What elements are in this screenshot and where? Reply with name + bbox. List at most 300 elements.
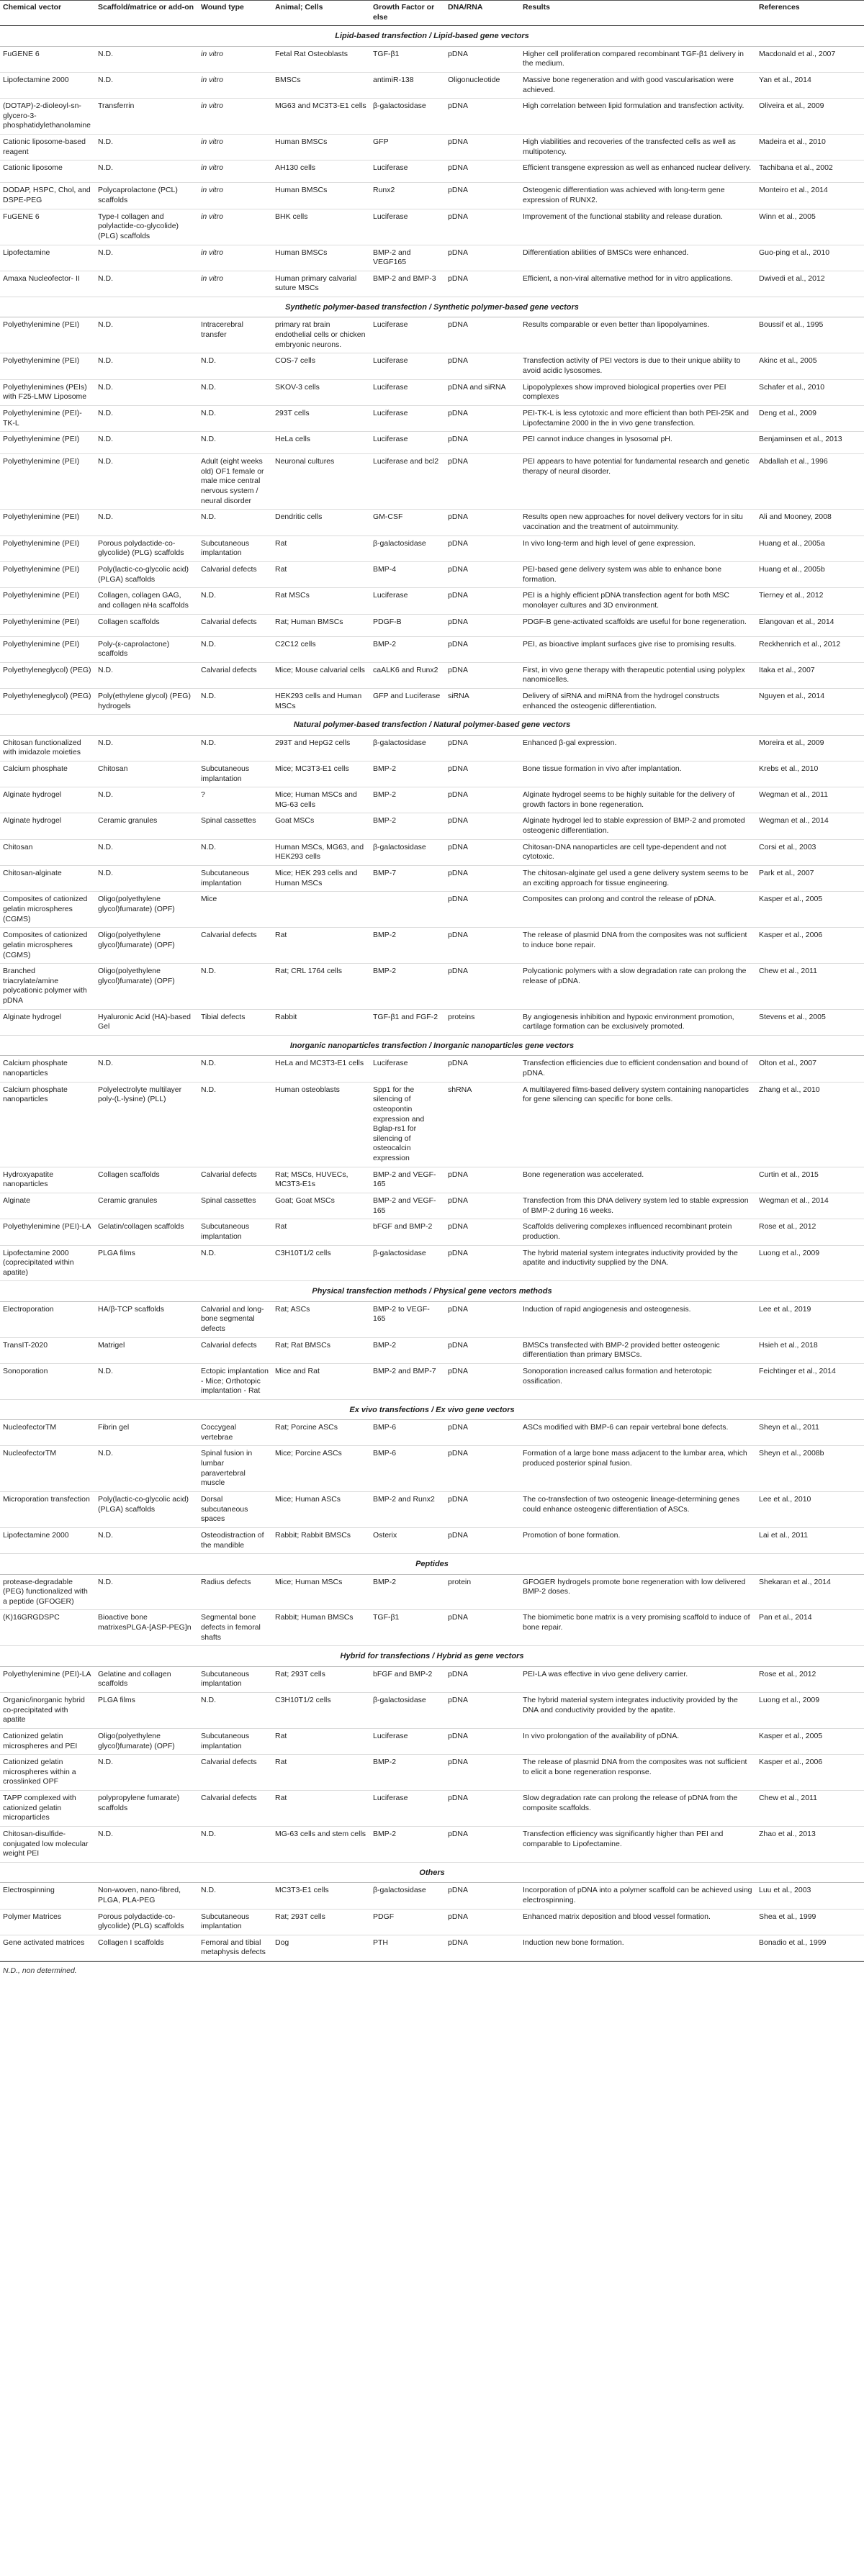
table-cell: PLGA films [95, 1692, 198, 1728]
table-cell: pDNA [445, 761, 520, 787]
table-cell: Rat; Porcine ASCs [272, 1420, 370, 1446]
table-cell: PEI, as bioactive implant surfaces give rise to promising results. [520, 636, 756, 662]
table-cell: Bioactive bone matrixesPLGA-[ASP-PEG]n [95, 1610, 198, 1646]
table-cell: Type-I collagen and polylactide-co-glycolide) (PLG) scaffolds [95, 209, 198, 245]
table-cell: Hydroxyapatite nanoparticles [0, 1167, 95, 1193]
section-header-row [0, 1036, 864, 1056]
table-cell: pDNA [445, 1527, 520, 1553]
section-header-row [0, 1554, 864, 1574]
column-header: Animal; Cells [272, 1, 370, 26]
table-cell: Ali and Mooney, 2008 [756, 510, 864, 535]
table-cell: N.D. [95, 787, 198, 813]
table-cell: Calcium phosphate nanoparticles [0, 1082, 95, 1167]
table-cell: N.D. [95, 245, 198, 271]
table-cell: protein [445, 1574, 520, 1610]
table-cell: Oligo(polyethylene glycol)fumarate) (OPF) [95, 928, 198, 964]
table-cell: Segmental bone defects in femoral shafts [198, 1610, 272, 1646]
table-cell: Stevens et al., 2005 [756, 1009, 864, 1035]
column-header: Scaffold/matrice or add-on [95, 1, 198, 26]
table-cell: β-galactosidase [370, 1245, 445, 1281]
table-cell: Polyelectrolyte multilayer poly-(L-lysine) (PLL) [95, 1082, 198, 1167]
table-cell: Formation of a large bone mass adjacent to the lumbar area, which produced posterior spinal fusion. [520, 1446, 756, 1492]
section-title: Others [0, 1862, 864, 1882]
table-cell: Runx2 [370, 183, 445, 209]
table-cell: Efficient transgene expression as well as enhanced nuclear delivery. [520, 161, 756, 183]
table-cell: pDNA [445, 183, 520, 209]
table-cell: Mice and Rat [272, 1363, 370, 1399]
table-cell: N.D. [198, 353, 272, 379]
table-cell: Slow degradation rate can prolong the release of pDNA from the composite scaffolds. [520, 1791, 756, 1827]
table-row [0, 866, 864, 892]
table-cell: N.D. [95, 135, 198, 161]
table-cell: TAPP complexed with cationized gelatin microparticles [0, 1791, 95, 1827]
table-cell: Bone regeneration was accelerated. [520, 1167, 756, 1193]
table-cell: Benjaminsen et al., 2013 [756, 432, 864, 454]
table-cell: (K)16GRGDSPC [0, 1610, 95, 1646]
table-cell: C3H10T1/2 cells [272, 1245, 370, 1281]
table-cell: Alginate hydrogel [0, 813, 95, 839]
table-cell: in vitro [198, 183, 272, 209]
table-row [0, 761, 864, 787]
table-cell: BMP-6 [370, 1446, 445, 1492]
table-cell: Luong et al., 2009 [756, 1245, 864, 1281]
table-cell: AH130 cells [272, 161, 370, 183]
table-cell: Wegman et al., 2014 [756, 813, 864, 839]
section-title: Synthetic polymer-based transfection / Synthetic polymer-based gene vectors [0, 297, 864, 317]
table-cell: Corsi et al., 2003 [756, 839, 864, 865]
table-row [0, 510, 864, 535]
table-row [0, 1337, 864, 1363]
table-cell: Results comparable or even better than lipopolyamines. [520, 317, 756, 353]
table-cell: Elangovan et al., 2014 [756, 614, 864, 636]
table-cell: siRNA [445, 689, 520, 715]
table-cell: Luciferase [370, 379, 445, 405]
table-cell: Alginate hydrogel led to stable expression of BMP-2 and promoted osteogenic differentiation. [520, 813, 756, 839]
table-cell: Luciferase [370, 1056, 445, 1082]
table-cell: The release of plasmid DNA from the composites was not sufficient to induce bone repair. [520, 928, 756, 964]
table-cell: pDNA [445, 454, 520, 510]
table-cell: N.D. [198, 964, 272, 1010]
table-cell: PTH [370, 1935, 445, 1961]
table-cell: Zhao et al., 2013 [756, 1827, 864, 1863]
table-cell: 293T and HepG2 cells [272, 735, 370, 761]
table-cell: Polyethylenimine (PEI) [0, 561, 95, 587]
table-cell: Human BMSCs [272, 183, 370, 209]
table-cell: Schafer et al., 2010 [756, 379, 864, 405]
table-cell: Porous polydactide-co-glycolide) (PLG) scaffolds [95, 1909, 198, 1935]
table-row [0, 432, 864, 454]
table-cell: pDNA [445, 735, 520, 761]
table-cell: Adult (eight weeks old) OF1 female or male mice central nervous system / neural disorder [198, 454, 272, 510]
table-cell: PEI cannot induce changes in lysosomal pH. [520, 432, 756, 454]
table-cell: N.D. [95, 72, 198, 98]
table-cell: Calvarial defects [198, 1791, 272, 1827]
table-cell: Transfection efficiency was significantly higher than PEI and comparable to Lipofectamine. [520, 1827, 756, 1863]
table-cell: BMP-2 to VEGF-165 [370, 1301, 445, 1337]
table-cell: Polyethylenimine (PEI) [0, 614, 95, 636]
table-cell: Organic/inorganic hybrid co-precipitated with apatite [0, 1692, 95, 1728]
table-cell: BMP-2 and BMP-7 [370, 1363, 445, 1399]
table-cell: Luciferase [370, 317, 445, 353]
table-cell: Tibial defects [198, 1009, 272, 1035]
table-cell: N.D. [95, 161, 198, 183]
table-cell: Huang et al., 2005b [756, 561, 864, 587]
table-cell: PLGA films [95, 1245, 198, 1281]
table-cell: Abdallah et al., 1996 [756, 454, 864, 510]
table-cell: N.D. [198, 379, 272, 405]
table-cell: Calvarial defects [198, 1167, 272, 1193]
table-cell: Mice; HEK 293 cells and Human MSCs [272, 866, 370, 892]
table-cell: HeLa and MC3T3-E1 cells [272, 1056, 370, 1082]
table-cell: Deng et al., 2009 [756, 405, 864, 431]
table-row [0, 209, 864, 245]
table-cell: Poly(lactic-co-glycolic acid) (PLGA) scaffolds [95, 1492, 198, 1528]
table-cell: N.D. [198, 588, 272, 614]
table-cell: Human primary calvarial suture MSCs [272, 271, 370, 297]
table-cell: Lipofectamine [0, 245, 95, 271]
table-cell: Transfection efficiencies due to efficient condensation and bound of pDNA. [520, 1056, 756, 1082]
table-cell: shRNA [445, 1082, 520, 1167]
table-cell: N.D. [95, 1056, 198, 1082]
table-cell: in vitro [198, 209, 272, 245]
table-row [0, 271, 864, 297]
table-cell: Alginate hydrogel [0, 1009, 95, 1035]
table-cell: NucleofectorTM [0, 1446, 95, 1492]
table-cell: HEK293 cells and Human MSCs [272, 689, 370, 715]
table-cell: Polyethylenimine (PEI) [0, 353, 95, 379]
section-title: Lipid-based transfection / Lipid-based gene vectors [0, 26, 864, 46]
table-cell: Human BMSCs [272, 245, 370, 271]
table-cell: Ceramic granules [95, 1193, 198, 1219]
table-cell: PDGF-B gene-activated scaffolds are useful for bone regeneration. [520, 614, 756, 636]
table-cell: pDNA [445, 839, 520, 865]
table-cell: Rose et al., 2012 [756, 1666, 864, 1692]
table-cell: pDNA [445, 892, 520, 928]
table-cell: Luciferase [370, 1728, 445, 1754]
table-cell: pDNA [445, 614, 520, 636]
table-cell: BMP-6 [370, 1420, 445, 1446]
table-cell: SKOV-3 cells [272, 379, 370, 405]
table-cell: Polyethylenimines (PEIs) with F25-LMW Liposome [0, 379, 95, 405]
header-row [0, 1, 864, 26]
table-cell: Wegman et al., 2011 [756, 787, 864, 813]
table-cell: Rat [272, 1728, 370, 1754]
table-cell: Branched triacrylate/amine polycationic polymer with pDNA [0, 964, 95, 1010]
table-row [0, 46, 864, 72]
table-cell: Guo-ping et al., 2010 [756, 245, 864, 271]
table-cell: Spinal cassettes [198, 1193, 272, 1219]
table-cell: Mice; Porcine ASCs [272, 1446, 370, 1492]
table-cell: (DOTAP)-2-dioleoyl-sn-glycero-3-phosphatidylethanolamine [0, 99, 95, 135]
table-cell: pDNA [445, 813, 520, 839]
table-cell: Composites of cationized gelatin microspheres (CGMS) [0, 928, 95, 964]
table-cell: TransIT-2020 [0, 1337, 95, 1363]
table-cell: pDNA [445, 787, 520, 813]
table-cell: N.D. [95, 1827, 198, 1863]
table-cell: Luciferase [370, 209, 445, 245]
table-cell: The chitosan-alginate gel used a gene delivery system seems to be an exciting approach for tissue engineering. [520, 866, 756, 892]
section-header-row [0, 1646, 864, 1666]
table-cell: Calvarial defects [198, 614, 272, 636]
column-header: Results [520, 1, 756, 26]
table-cell: primary rat brain endothelial cells or chicken embryonic neurons. [272, 317, 370, 353]
table-cell: pDNA [445, 1193, 520, 1219]
table-cell: GM-CSF [370, 510, 445, 535]
table-cell: Polycationic polymers with a slow degradation rate can prolong the release of pDNA. [520, 964, 756, 1010]
table-cell: pDNA [445, 1935, 520, 1961]
table-cell: pDNA [445, 46, 520, 72]
table-cell: pDNA [445, 271, 520, 297]
table-cell: The hybrid material system integrates inductivity provided by the apatite and inductivity supplied by the DNA. [520, 1245, 756, 1281]
table-cell: Porous polydactide-co-glycolide) (PLG) scaffolds [95, 535, 198, 561]
table-cell: GFP [370, 135, 445, 161]
table-cell: N.D. [95, 1755, 198, 1791]
section-header-row [0, 1399, 864, 1419]
table-cell: pDNA [445, 1245, 520, 1281]
table-cell: pDNA [445, 317, 520, 353]
table-cell: Calvarial defects [198, 662, 272, 688]
table-cell: Luong et al., 2009 [756, 1692, 864, 1728]
table-cell: ASCs modified with BMP-6 can repair vertebral bone defects. [520, 1420, 756, 1446]
table-cell: BMP-2 [370, 928, 445, 964]
table-cell: pDNA [445, 588, 520, 614]
table-cell: DODAP, HSPC, Chol, and DSPE-PEG [0, 183, 95, 209]
table-cell: PEI-based gene delivery system was able to enhance bone formation. [520, 561, 756, 587]
table-cell: BMSCs transfected with BMP-2 provided better osteogenic differentiation than primary BMSCs. [520, 1337, 756, 1363]
table-cell: GFOGER hydrogels promote bone regeneration with low delivered BMP-2 doses. [520, 1574, 756, 1610]
table-cell: Chitosan [95, 761, 198, 787]
table-body [0, 26, 864, 1961]
section-header-row [0, 297, 864, 317]
table-cell: Tachibana et al., 2002 [756, 161, 864, 183]
table-cell: Polyethylenimine (PEI)-LA [0, 1666, 95, 1692]
table-cell: Induction new bone formation. [520, 1935, 756, 1961]
table-cell: PDGF [370, 1909, 445, 1935]
table-cell: Itaka et al., 2007 [756, 662, 864, 688]
table-cell: First, in vivo gene therapy with therapeutic potential using polyplex nanomicelles. [520, 662, 756, 688]
table-row [0, 454, 864, 510]
table-cell: Madeira et al., 2010 [756, 135, 864, 161]
table-row [0, 1420, 864, 1446]
table-cell: in vitro [198, 271, 272, 297]
table-cell: Amaxa Nucleofector- II [0, 271, 95, 297]
table-cell: ? [198, 787, 272, 813]
table-row [0, 317, 864, 353]
table-row [0, 1728, 864, 1754]
table-cell: Gene activated matrices [0, 1935, 95, 1961]
section-title: Inorganic nanoparticles transfection / Inorganic nanoparticles gene vectors [0, 1036, 864, 1056]
table-cell: Femoral and tibial metaphysis defects [198, 1935, 272, 1961]
table-row [0, 405, 864, 431]
section-header-row [0, 715, 864, 735]
table-cell: Poly-(ε-caprolactone) scaffolds [95, 636, 198, 662]
table-cell: Composites can prolong and control the release of pDNA. [520, 892, 756, 928]
table-cell: NucleofectorTM [0, 1420, 95, 1446]
table-cell: The hybrid material system integrates inductivity provided by the DNA and conductivity provided by the apatite. [520, 1692, 756, 1728]
table-cell: pDNA [445, 1692, 520, 1728]
table-cell: N.D. [198, 839, 272, 865]
column-header: Wound type [198, 1, 272, 26]
table-cell: Fibrin gel [95, 1420, 198, 1446]
table-cell: Rat; 293T cells [272, 1909, 370, 1935]
table-cell: N.D. [198, 1827, 272, 1863]
table-row [0, 1167, 864, 1193]
table-cell: Transfection from this DNA delivery system led to stable expression of BMP-2 during 16 weeks. [520, 1193, 756, 1219]
table-cell: Rat; Rat BMSCs [272, 1337, 370, 1363]
table-cell: Lai et al., 2011 [756, 1527, 864, 1553]
table-cell: Polyethylenimine (PEI)-TK-L [0, 405, 95, 431]
table-row [0, 379, 864, 405]
table-cell: Bone tissue formation in vivo after implantation. [520, 761, 756, 787]
table-cell: pDNA [445, 510, 520, 535]
table-cell: pDNA [445, 1446, 520, 1492]
table-cell: Lee et al., 2019 [756, 1301, 864, 1337]
table-row [0, 928, 864, 964]
table-cell: Rose et al., 2012 [756, 1219, 864, 1245]
table-cell: N.D. [95, 271, 198, 297]
table-cell: BMP-2 [370, 1827, 445, 1863]
table-cell: Rabbit; Human BMSCs [272, 1610, 370, 1646]
table-cell: FuGENE 6 [0, 46, 95, 72]
table-row [0, 161, 864, 183]
table-cell: Gelatin/collagen scaffolds [95, 1219, 198, 1245]
table-cell: Luciferase [370, 432, 445, 454]
table-cell: Mice; Human ASCs [272, 1492, 370, 1528]
table-cell: Radius defects [198, 1574, 272, 1610]
table-cell: pDNA [445, 1301, 520, 1337]
table-cell: Mice; Human MSCs and MG-63 cells [272, 787, 370, 813]
table-cell: Calvarial defects [198, 928, 272, 964]
table-cell: C2C12 cells [272, 636, 370, 662]
table-cell: Olton et al., 2007 [756, 1056, 864, 1082]
table-cell: Kasper et al., 2006 [756, 928, 864, 964]
table-cell: N.D. [95, 1363, 198, 1399]
table-cell: Luciferase [370, 1791, 445, 1827]
table-cell: pDNA [445, 561, 520, 587]
table-cell: in vitro [198, 245, 272, 271]
table-cell: Enhanced matrix deposition and blood vessel formation. [520, 1909, 756, 1935]
table-cell: Luciferase [370, 405, 445, 431]
table-cell: Rat MSCs [272, 588, 370, 614]
table-footnote: N.D., non determined. [0, 1961, 864, 1979]
table-cell [370, 892, 445, 928]
table-cell: Subcutaneous implantation [198, 1666, 272, 1692]
table-cell: in vitro [198, 46, 272, 72]
table-cell: bFGF and BMP-2 [370, 1219, 445, 1245]
table-cell: pDNA [445, 1909, 520, 1935]
table-cell: Nguyen et al., 2014 [756, 689, 864, 715]
section-header-row [0, 26, 864, 46]
table-cell: in vitro [198, 72, 272, 98]
table-cell: in vitro [198, 135, 272, 161]
table-cell: Fetal Rat Osteoblasts [272, 46, 370, 72]
table-cell: N.D. [95, 379, 198, 405]
table-cell: Subcutaneous implantation [198, 1909, 272, 1935]
table-cell: Subcutaneous implantation [198, 866, 272, 892]
table-cell: GFP and Luciferase [370, 689, 445, 715]
table-cell: N.D. [95, 353, 198, 379]
table-row [0, 1446, 864, 1492]
table-cell: 293T cells [272, 405, 370, 431]
table-cell: Collagen I scaffolds [95, 1935, 198, 1961]
table-cell: N.D. [95, 735, 198, 761]
table-cell: Spinal cassettes [198, 813, 272, 839]
table-cell: Poly(ethylene glycol) (PEG) hydrogels [95, 689, 198, 715]
table-cell: Non-woven, nano-fibred, PLGA, PLA-PEG [95, 1883, 198, 1909]
table-cell: Composites of cationized gelatin microspheres (CGMS) [0, 892, 95, 928]
table-cell: Hsieh et al., 2018 [756, 1337, 864, 1363]
table-cell: pDNA [445, 1492, 520, 1528]
table-cell: Human BMSCs [272, 135, 370, 161]
table-cell: Polyethylenimine (PEI) [0, 510, 95, 535]
table-cell: Differentiation abilities of BMSCs were enhanced. [520, 245, 756, 271]
table-cell: Hyaluronic Acid (HA)-based Gel [95, 1009, 198, 1035]
table-cell: Lipofectamine 2000 [0, 72, 95, 98]
table-cell: Calcium phosphate nanoparticles [0, 1056, 95, 1082]
table-cell: Mice [198, 892, 272, 928]
table-row [0, 1082, 864, 1167]
table-cell: Polycaprolactone (PCL) scaffolds [95, 183, 198, 209]
table-cell: Curtin et al., 2015 [756, 1167, 864, 1193]
table-cell: Electroporation [0, 1301, 95, 1337]
table-cell: Luciferase and bcl2 [370, 454, 445, 510]
table-cell: Mice; Human MSCs [272, 1574, 370, 1610]
table-cell: HA/β-TCP scaffolds [95, 1301, 198, 1337]
table-cell: A multilayered films-based delivery system containing nanoparticles for gene silencing can specific for bone cells. [520, 1082, 756, 1167]
table-cell: Rat; ASCs [272, 1301, 370, 1337]
table-cell: Sheyn et al., 2008b [756, 1446, 864, 1492]
table-cell: Cationic liposome [0, 161, 95, 183]
table-cell: Rabbit [272, 1009, 370, 1035]
table-cell: PDGF-B [370, 614, 445, 636]
table-cell: Lipofectamine 2000 [0, 1527, 95, 1553]
table-cell: Osterix [370, 1527, 445, 1553]
table-cell: N.D. [95, 432, 198, 454]
table-cell: Feichtinger et al., 2014 [756, 1363, 864, 1399]
table-cell: N.D. [95, 839, 198, 865]
column-header: Chemical vector [0, 1, 95, 26]
table-cell: in vitro [198, 161, 272, 183]
table-row [0, 1492, 864, 1528]
table-cell: Promotion of bone formation. [520, 1527, 756, 1553]
table-cell: N.D. [198, 636, 272, 662]
table-cell: N.D. [95, 1574, 198, 1610]
table-cell: pDNA [445, 1827, 520, 1863]
table-cell: Subcutaneous implantation [198, 761, 272, 787]
table-cell: in vitro [198, 99, 272, 135]
table-cell: Chew et al., 2011 [756, 964, 864, 1010]
table-cell: Subcutaneous implantation [198, 1219, 272, 1245]
table-cell: pDNA [445, 662, 520, 688]
table-cell: Luciferase [370, 161, 445, 183]
table-cell: Calvarial and long-bone segmental defects [198, 1301, 272, 1337]
table-cell: Lee et al., 2010 [756, 1492, 864, 1528]
table-cell: pDNA [445, 209, 520, 245]
table-cell: Rat [272, 535, 370, 561]
table-cell: N.D. [198, 1056, 272, 1082]
table-row [0, 892, 864, 928]
table-cell: β-galactosidase [370, 535, 445, 561]
table-cell: Kasper et al., 2005 [756, 1728, 864, 1754]
table-cell: pDNA [445, 99, 520, 135]
table-cell: BMP-4 [370, 561, 445, 587]
table-cell: MG63 and MC3T3-E1 cells [272, 99, 370, 135]
table-row [0, 689, 864, 715]
table-row [0, 1219, 864, 1245]
table-cell: antimiR-138 [370, 72, 445, 98]
table-cell: Rabbit; Rabbit BMSCs [272, 1527, 370, 1553]
table-cell: Polyethylenimine (PEI) [0, 454, 95, 510]
